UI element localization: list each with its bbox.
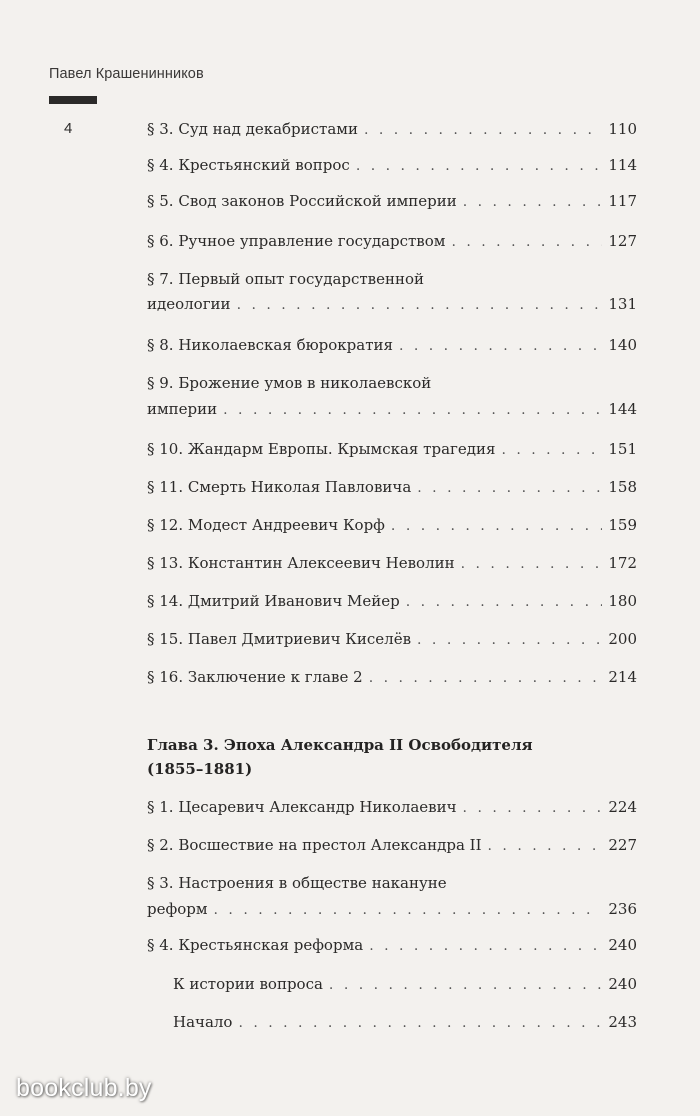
- page-number: 4: [64, 120, 73, 137]
- toc-entry-title: § 16. Заключение к главе 2: [147, 668, 363, 686]
- toc-entry-title: § 10. Жандарм Европы. Крымская трагедия: [147, 440, 496, 458]
- dot-leader: [461, 553, 603, 575]
- toc-entry-page: 144: [608, 400, 637, 418]
- toc-entry-page: 159: [608, 516, 637, 534]
- toc-entry: [147, 190, 637, 213]
- toc-entry: [147, 552, 637, 575]
- toc-entry: [147, 934, 637, 957]
- toc-entry-title: § 5. Свод законов Российской империи: [147, 192, 457, 210]
- toc-entry-title: § 3. Суд над декабристами: [147, 120, 358, 138]
- toc-entry: [147, 476, 637, 499]
- toc-entry: [147, 666, 637, 689]
- toc-entry-page: 114: [608, 156, 637, 174]
- toc-entry: [147, 230, 637, 253]
- toc-entry: [147, 372, 637, 421]
- toc-entry-page: 110: [608, 120, 637, 138]
- toc-entry-title: § 4. Крестьянский вопрос: [147, 156, 350, 174]
- toc-entry-title: § 11. Смерть Николая Павловича: [147, 478, 412, 496]
- toc-entry: [147, 268, 637, 316]
- toc-entry-page: 151: [608, 440, 637, 458]
- dot-leader: [417, 477, 602, 499]
- toc-entry-page: 243: [608, 1013, 637, 1031]
- dot-leader: [364, 119, 602, 141]
- toc-entry: [147, 590, 637, 613]
- dot-leader: [399, 335, 602, 357]
- toc-entry-title-line2: империи: [147, 400, 218, 418]
- dot-leader: [406, 591, 603, 613]
- toc-entry-title: § 6. Ручное управление государством: [147, 232, 446, 250]
- toc-entry-page: 227: [608, 836, 637, 854]
- chapter-heading-line1: Глава 3. Эпоха Александра II Освободителя: [147, 736, 533, 754]
- toc-entry-title: К истории вопроса: [173, 975, 323, 993]
- toc-entry-page: 180: [608, 592, 637, 610]
- dot-leader: [369, 935, 602, 957]
- toc-entry: [147, 514, 637, 537]
- toc-entry-page: 140: [608, 336, 637, 354]
- dot-leader: [356, 155, 603, 177]
- toc-entry-page: 236: [608, 900, 637, 918]
- toc-entry: [147, 628, 637, 651]
- toc-entry-title-line2: реформ: [147, 900, 208, 918]
- toc-entry-page: 224: [608, 798, 637, 816]
- toc-entry: [147, 154, 637, 177]
- dot-leader: [488, 835, 603, 857]
- toc-subentry: [173, 1011, 637, 1034]
- toc-entry-title: § 12. Модест Андреевич Корф: [147, 516, 385, 534]
- toc-entry: [147, 872, 637, 921]
- toc-entry-title-line1: § 9. Брожение умов в николаевской: [147, 374, 432, 392]
- toc-subentry: [173, 973, 637, 996]
- dot-leader: [223, 399, 602, 421]
- toc-entry-title: § 15. Павел Дмитриевич Киселёв: [147, 630, 412, 648]
- dot-leader: [238, 1012, 602, 1034]
- dot-leader: [391, 515, 602, 537]
- toc-entry: [147, 118, 637, 141]
- toc-entry-title: § 2. Восшествие на престол Александра II: [147, 836, 482, 854]
- toc-entry-title: § 13. Константин Алексеевич Неволин: [147, 554, 455, 572]
- toc-entry-title-line1: § 7. Первый опыт государственной: [147, 270, 425, 288]
- dot-leader: [329, 974, 602, 996]
- dot-leader: [214, 899, 603, 921]
- toc-entry: [147, 334, 637, 357]
- toc-entry-page: 172: [608, 554, 637, 572]
- dot-leader: [451, 231, 602, 253]
- toc-entry-page: 214: [608, 668, 637, 686]
- toc-entry-title: § 1. Цесаревич Александр Николаевич: [147, 798, 457, 816]
- chapter-heading: [147, 733, 637, 781]
- toc-entry-page: 240: [608, 936, 637, 954]
- toc-entry-title: § 8. Николаевская бюрократия: [147, 336, 393, 354]
- toc-entry-title: § 14. Дмитрий Иванович Мейер: [147, 592, 400, 610]
- toc-entry: [147, 796, 637, 819]
- toc-entry-page: 131: [608, 295, 637, 313]
- dot-leader: [369, 667, 603, 689]
- toc-entry-title-line2: идеологии: [147, 295, 231, 313]
- dot-leader: [501, 439, 602, 461]
- toc-entry-page: 127: [608, 232, 637, 250]
- dot-leader: [463, 191, 603, 213]
- toc-entry-title: Начало: [173, 1013, 233, 1031]
- toc-entry-page: 240: [608, 975, 637, 993]
- toc-entry: [147, 438, 637, 461]
- dot-leader: [417, 629, 602, 651]
- toc-entry-page: 117: [608, 192, 637, 210]
- toc-entry-title: § 4. Крестьянская реформа: [147, 936, 364, 954]
- toc-entry-page: 200: [608, 630, 637, 648]
- toc-entry-title-line1: § 3. Настроения в обществе накануне: [147, 874, 447, 892]
- toc-entry: [147, 834, 637, 857]
- dot-leader: [237, 294, 603, 316]
- running-head-author: Павел Крашенинников: [49, 66, 204, 82]
- dot-leader: [463, 797, 603, 819]
- header-bar-rule: [49, 96, 97, 104]
- chapter-heading-line2: (1855–1881): [147, 760, 253, 778]
- site-watermark: bookclub.by: [16, 1074, 152, 1102]
- toc-entry-page: 158: [608, 478, 637, 496]
